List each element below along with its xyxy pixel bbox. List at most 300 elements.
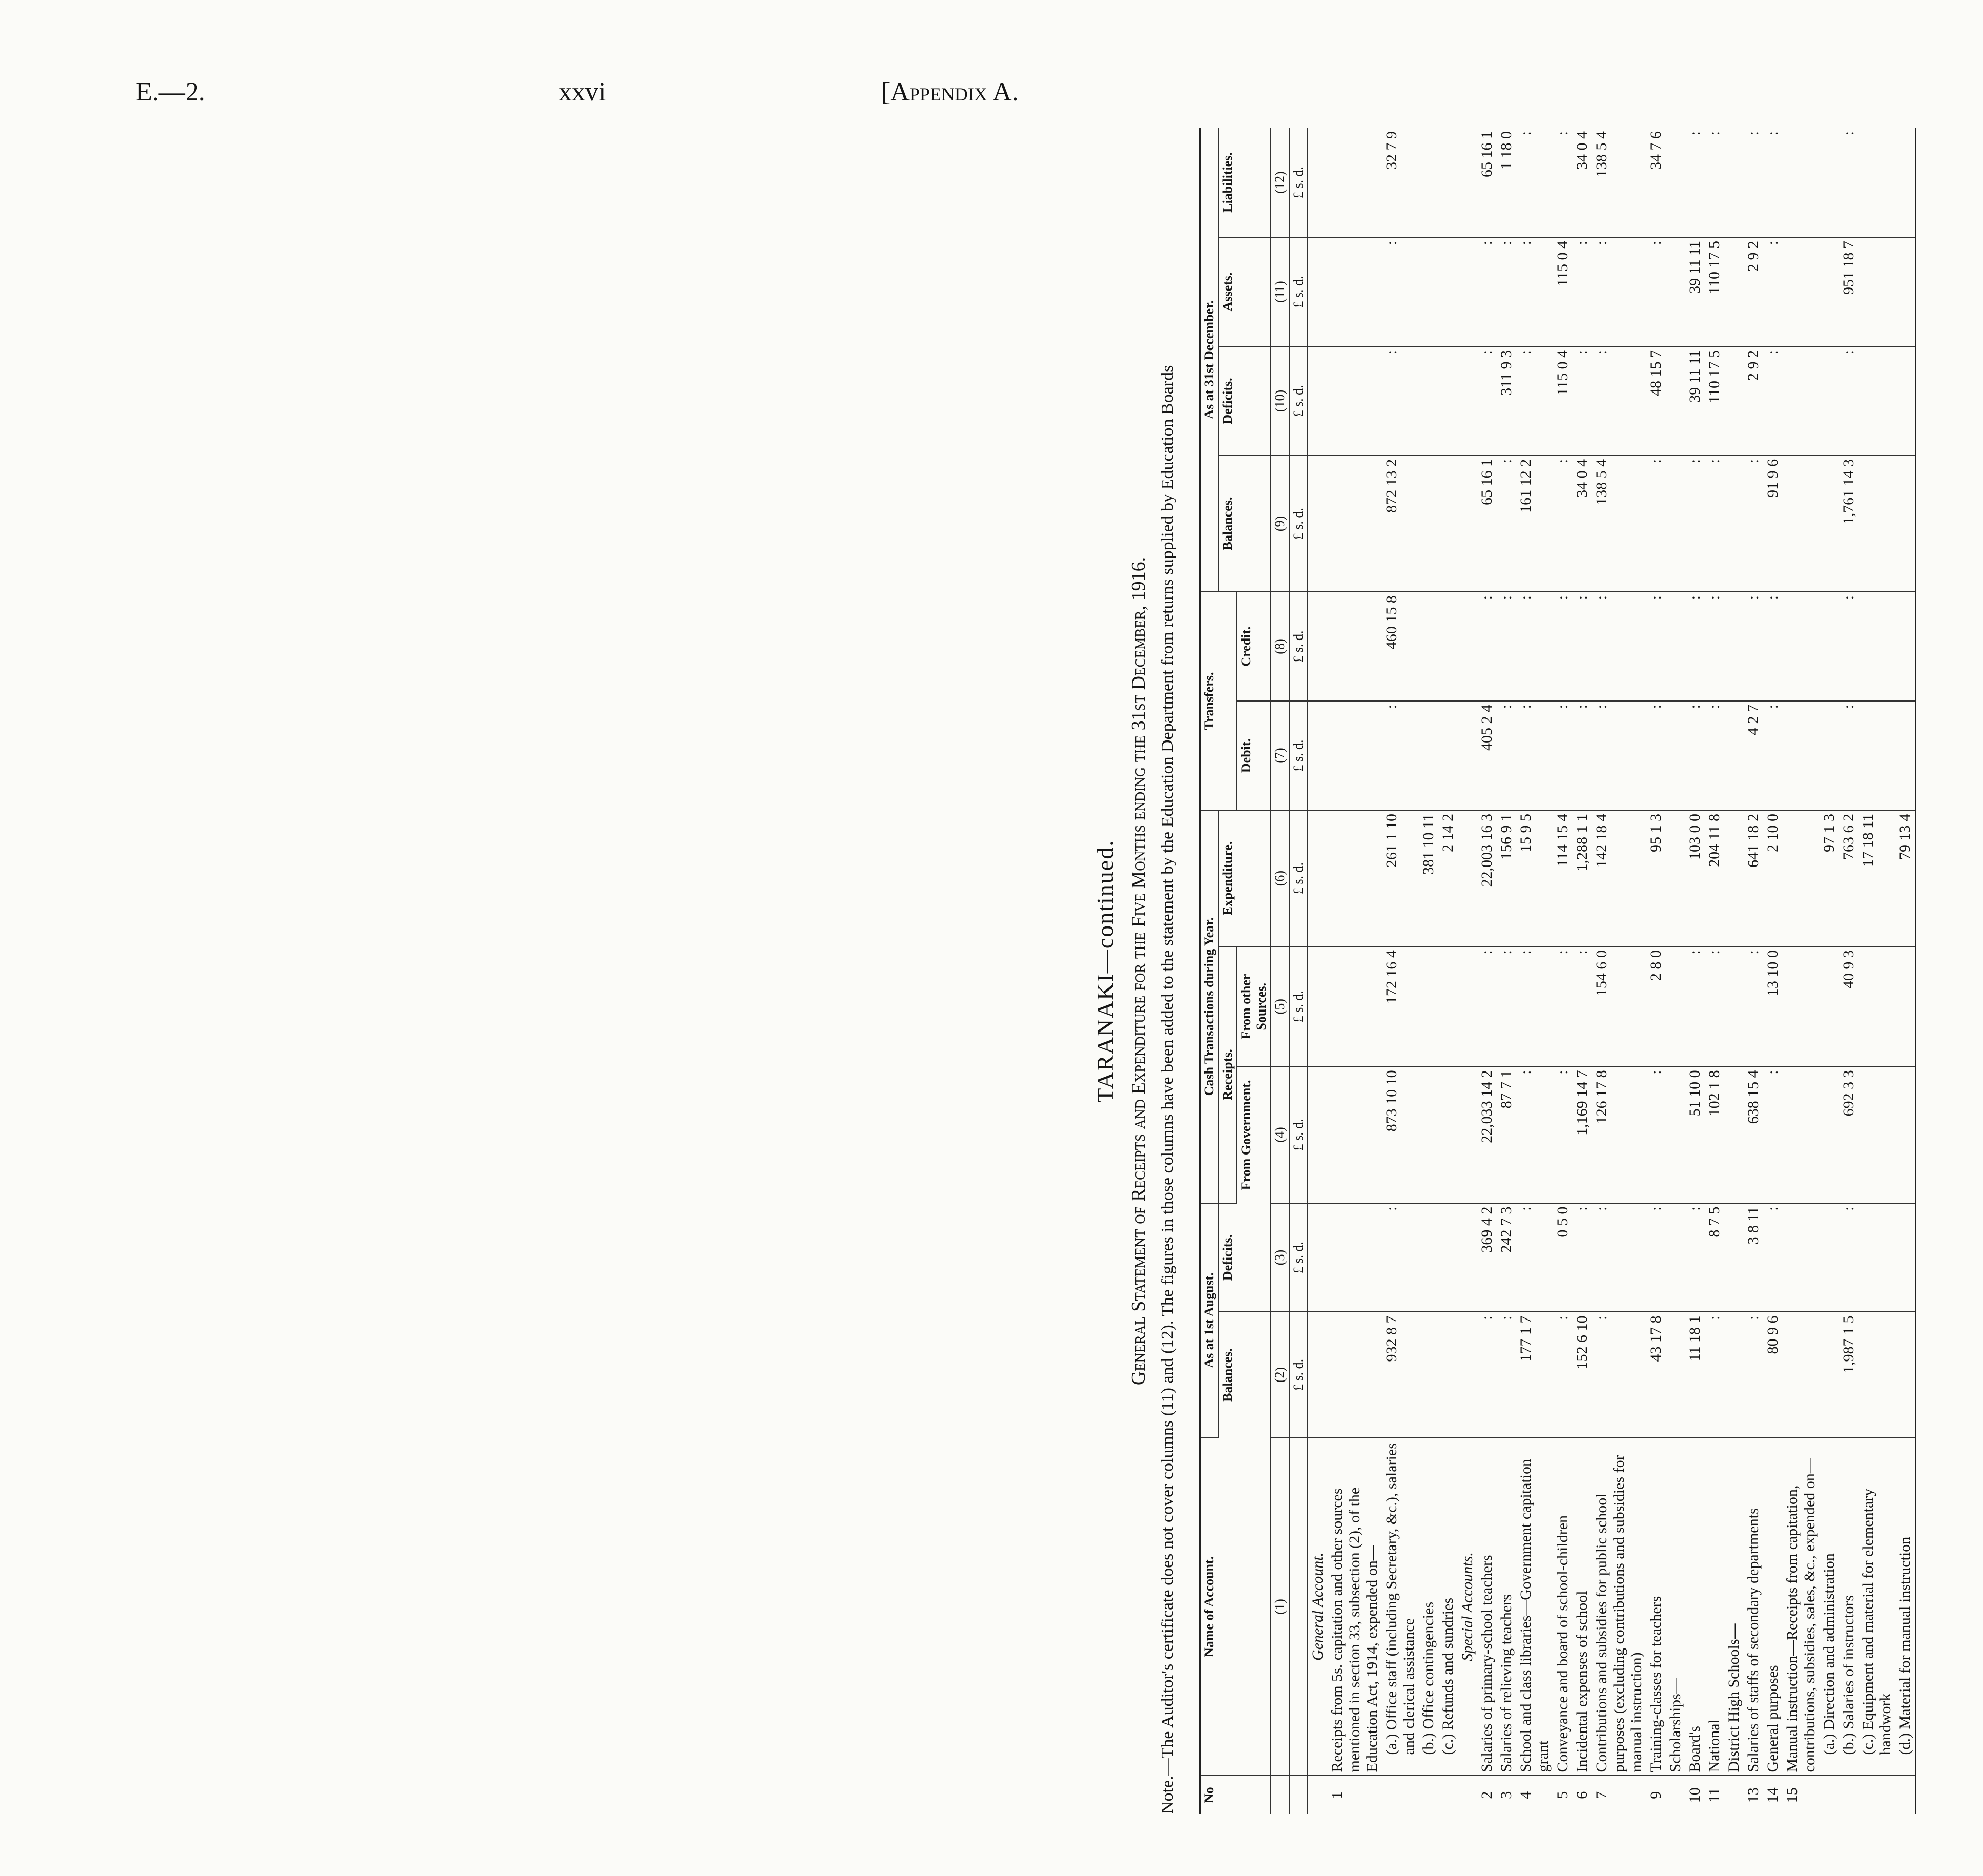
col-number: (2) <box>1271 1312 1289 1438</box>
unit-label: £ s. d. <box>1289 346 1308 456</box>
amount-cell: 951 18 7 <box>1839 237 1858 346</box>
table-row <box>1744 128 1763 1814</box>
table-row <box>1724 128 1744 1814</box>
amount-cell: 22,003 16 3 <box>1477 810 1497 946</box>
amount-cell: 2 9 2 <box>1744 237 1763 346</box>
amount-cell: : <box>1553 592 1573 701</box>
amount-cell <box>1895 1066 1916 1203</box>
amount-cell: : <box>1477 237 1497 346</box>
table-row <box>1553 128 1573 1814</box>
col-balances-dec: Balances. <box>1218 456 1271 592</box>
account-name: (c.) Refunds and sundries <box>1438 1437 1458 1776</box>
amount-cell: 932 8 7 <box>1382 1312 1419 1438</box>
amount-cell <box>1438 237 1458 346</box>
col-assets: Assets. <box>1218 237 1271 346</box>
account-rows <box>1308 128 1916 1814</box>
amount-cell: : <box>1477 346 1497 456</box>
amount-cell <box>1458 237 1477 346</box>
amount-cell: 872 13 2 <box>1382 456 1419 592</box>
row-number: 14 <box>1764 1787 1781 1803</box>
amount-cell: : <box>1573 592 1592 701</box>
amount-cell: 311 9 3 <box>1497 346 1516 456</box>
amount-cell <box>1458 810 1477 946</box>
amount-cell: 381 10 11 <box>1419 810 1438 946</box>
amount-cell: : <box>1646 1203 1666 1312</box>
row-number: 3 <box>1498 1791 1515 1799</box>
amount-cell <box>1308 1066 1328 1203</box>
col-number: (12) <box>1271 128 1289 237</box>
account-name: Salaries of primary-school teachers <box>1477 1437 1497 1776</box>
amount-cell <box>1328 346 1382 456</box>
amount-cell <box>1308 346 1328 456</box>
amount-cell: 0 5 0 <box>1553 1203 1573 1312</box>
amount-cell: 114 15 4 <box>1553 810 1573 946</box>
col-number: (4) <box>1271 1066 1289 1203</box>
amount-cell: : <box>1553 701 1573 810</box>
amount-cell <box>1895 237 1916 346</box>
account-name: (a.) Office staff (including Secretary, &c.), salaries and clerical assistance <box>1382 1437 1419 1776</box>
page-header <box>0 77 1162 123</box>
amount-cell <box>1419 128 1438 237</box>
row-number <box>1308 1776 1328 1814</box>
amount-cell <box>1895 701 1916 810</box>
group-receipts: Receipts. <box>1218 946 1237 1203</box>
amount-cell <box>1724 1203 1744 1312</box>
account-name: National <box>1705 1437 1724 1776</box>
table-row <box>1438 128 1458 1814</box>
col-name: Name of Account. <box>1200 1437 1271 1776</box>
amount-cell: 65 16 1 <box>1477 456 1497 592</box>
amount-cell <box>1820 456 1839 592</box>
amount-cell <box>1438 701 1458 810</box>
amount-cell <box>1328 1066 1382 1203</box>
amount-cell: : <box>1705 128 1724 237</box>
amount-cell <box>1783 1066 1820 1203</box>
col-liabilities: Liabilities. <box>1218 128 1271 237</box>
amount-cell: : <box>1592 1203 1646 1312</box>
amount-cell <box>1328 1203 1382 1312</box>
unit-label: £ s. d. <box>1289 810 1308 946</box>
amount-cell: : <box>1839 346 1858 456</box>
amount-cell <box>1458 1312 1477 1438</box>
table-row <box>1839 128 1858 1814</box>
amount-cell <box>1328 701 1382 810</box>
account-name: Conveyance and board of school-children <box>1553 1437 1573 1776</box>
amount-cell: : <box>1516 946 1553 1066</box>
amount-cell: 11 18 1 <box>1685 1312 1705 1438</box>
col-number: (3) <box>1271 1203 1289 1312</box>
table-row <box>1458 128 1477 1814</box>
amount-cell <box>1858 456 1895 592</box>
amount-cell: 32 7 9 <box>1382 128 1419 237</box>
amount-cell <box>1858 1066 1895 1203</box>
amount-cell <box>1858 701 1895 810</box>
amount-cell: : <box>1839 592 1858 701</box>
amount-cell <box>1438 1312 1458 1438</box>
amount-cell: : <box>1477 592 1497 701</box>
col-number: (5) <box>1271 946 1289 1066</box>
table-row <box>1419 128 1438 1814</box>
amount-cell <box>1419 1203 1438 1312</box>
row-number <box>1858 1776 1895 1814</box>
amount-cell <box>1783 810 1820 946</box>
amount-cell: : <box>1553 1066 1573 1203</box>
amount-cell <box>1666 701 1685 810</box>
amount-cell: : <box>1592 592 1646 701</box>
table-row <box>1497 128 1516 1814</box>
amount-cell: : <box>1516 1203 1553 1312</box>
amount-cell: : <box>1646 456 1666 592</box>
row-number: 5 <box>1554 1791 1571 1799</box>
row-number: 9 <box>1647 1791 1664 1799</box>
amount-cell: : <box>1516 346 1553 456</box>
amount-cell: 110 17 5 <box>1705 237 1724 346</box>
col-number: (9) <box>1271 456 1289 592</box>
amount-cell: : <box>1497 701 1516 810</box>
amount-cell: 138 5 4 <box>1592 456 1646 592</box>
amount-cell <box>1328 946 1382 1066</box>
amount-cell: : <box>1516 592 1553 701</box>
table-row <box>1820 128 1839 1814</box>
amount-cell <box>1666 810 1685 946</box>
amount-cell <box>1895 1312 1916 1438</box>
amount-cell: : <box>1573 237 1592 346</box>
amount-cell: : <box>1477 1312 1497 1438</box>
amount-cell: 369 4 2 <box>1477 1203 1497 1312</box>
amount-cell <box>1419 456 1438 592</box>
amount-cell: 95 1 3 <box>1646 810 1666 946</box>
amount-cell <box>1438 128 1458 237</box>
amount-cell <box>1438 456 1458 592</box>
amount-cell: : <box>1516 701 1553 810</box>
amount-cell: 1,987 1 5 <box>1839 1312 1858 1438</box>
amount-cell: 15 9 5 <box>1516 810 1553 946</box>
amount-cell <box>1308 946 1328 1066</box>
amount-cell: 3 8 11 <box>1744 1203 1763 1312</box>
amount-cell <box>1438 946 1458 1066</box>
amount-cell: : <box>1763 1203 1783 1312</box>
amount-cell: : <box>1573 1203 1592 1312</box>
amount-cell: 51 10 0 <box>1685 1066 1705 1203</box>
row-number <box>1438 1776 1458 1814</box>
account-name: (a.) Direction and administration <box>1820 1437 1839 1776</box>
amount-cell: : <box>1685 701 1705 810</box>
table-row <box>1573 128 1592 1814</box>
amount-cell: : <box>1382 701 1419 810</box>
account-name: General purposes <box>1763 1437 1783 1776</box>
account-name: Scholarships— <box>1666 1437 1685 1776</box>
amount-cell <box>1858 128 1895 237</box>
amount-cell <box>1419 1066 1438 1203</box>
amount-cell <box>1328 237 1382 346</box>
amount-cell: 80 9 6 <box>1763 1312 1783 1438</box>
amount-cell: 34 7 6 <box>1646 128 1666 237</box>
amount-cell: : <box>1763 1066 1783 1203</box>
amount-cell: 2 14 2 <box>1438 810 1458 946</box>
amount-cell <box>1438 346 1458 456</box>
amount-cell: : <box>1646 1066 1666 1203</box>
amount-cell: : <box>1685 1203 1705 1312</box>
amount-cell: 763 6 2 <box>1839 810 1858 946</box>
amount-cell <box>1458 592 1477 701</box>
amount-cell: : <box>1839 1203 1858 1312</box>
amount-cell: 261 1 10 <box>1382 810 1419 946</box>
amount-cell: 126 17 8 <box>1592 1066 1646 1203</box>
account-name: District High Schools— <box>1724 1437 1744 1776</box>
amount-cell: : <box>1744 456 1763 592</box>
amount-cell: 22,033 14 2 <box>1477 1066 1497 1203</box>
amount-cell: 177 1 7 <box>1516 1312 1553 1438</box>
amount-cell: : <box>1763 592 1783 701</box>
amount-cell <box>1724 701 1744 810</box>
amount-cell: : <box>1382 237 1419 346</box>
col-deficits: Deficits. <box>1218 1203 1271 1312</box>
amount-cell <box>1419 237 1438 346</box>
amount-cell: : <box>1763 237 1783 346</box>
appendix-label: [Appendix A. <box>881 77 1019 107</box>
amount-cell <box>1666 346 1685 456</box>
row-number <box>1458 1776 1477 1814</box>
account-name: General Account. <box>1308 1437 1328 1776</box>
amount-cell: 2 8 0 <box>1646 946 1666 1066</box>
amount-cell: 641 18 2 <box>1744 810 1763 946</box>
amount-cell: : <box>1685 946 1705 1066</box>
amount-cell <box>1895 128 1916 237</box>
amount-cell: : <box>1592 237 1646 346</box>
amount-cell: : <box>1497 1312 1516 1438</box>
account-name: Manual instruction—Receipts from capitation, contributions, subsidies, sales, &c., expended on— <box>1783 1437 1820 1776</box>
amount-cell: 460 15 8 <box>1382 592 1419 701</box>
table-row <box>1308 128 1328 1814</box>
amount-cell: 87 7 1 <box>1497 1066 1516 1203</box>
col-debit: Debit. <box>1237 701 1271 810</box>
amount-cell <box>1419 592 1438 701</box>
amount-cell <box>1328 592 1382 701</box>
amount-cell: 8 7 5 <box>1705 1203 1724 1312</box>
amount-cell: : <box>1839 128 1858 237</box>
amount-cell <box>1458 128 1477 237</box>
amount-cell: : <box>1516 128 1553 237</box>
amount-cell: : <box>1744 946 1763 1066</box>
amount-cell <box>1783 237 1820 346</box>
amount-cell <box>1820 1066 1839 1203</box>
amount-cell <box>1783 592 1820 701</box>
amount-cell: 142 18 4 <box>1592 810 1646 946</box>
row-number: 15 <box>1784 1787 1801 1803</box>
amount-cell: : <box>1685 128 1705 237</box>
amount-cell <box>1820 1203 1839 1312</box>
unit-label: £ s. d. <box>1289 1203 1308 1312</box>
col-number: (1) <box>1271 1437 1289 1776</box>
amount-cell <box>1783 128 1820 237</box>
col-credit: Credit. <box>1237 592 1271 701</box>
amount-cell <box>1820 346 1839 456</box>
amount-cell: : <box>1573 701 1592 810</box>
table-row <box>1646 128 1666 1814</box>
unit-label: £ s. d. <box>1289 701 1308 810</box>
amount-cell: 115 0 4 <box>1553 346 1573 456</box>
amount-cell: : <box>1763 128 1783 237</box>
row-number: 10 <box>1686 1787 1703 1803</box>
unit-label: £ s. d. <box>1289 128 1308 237</box>
account-name: Special Accounts. <box>1458 1437 1477 1776</box>
col-from-government: From Government. <box>1237 1066 1271 1203</box>
amount-cell: : <box>1497 237 1516 346</box>
row-number: 7 <box>1593 1791 1610 1799</box>
amount-cell <box>1895 346 1916 456</box>
table-row <box>1705 128 1724 1814</box>
amount-cell: 2 9 2 <box>1744 346 1763 456</box>
amount-cell <box>1858 237 1895 346</box>
amount-cell: : <box>1477 946 1497 1066</box>
amount-cell: 13 10 0 <box>1763 946 1783 1066</box>
account-name: Salaries of staffs of secondary departments <box>1744 1437 1763 1776</box>
amount-cell: : <box>1763 346 1783 456</box>
amount-cell: : <box>1705 456 1724 592</box>
amount-cell <box>1308 456 1328 592</box>
amount-cell <box>1724 1312 1744 1438</box>
amount-cell: 34 0 4 <box>1573 128 1592 237</box>
group-1st-august: As at 1st August. <box>1200 1203 1219 1438</box>
amount-cell: : <box>1553 946 1573 1066</box>
amount-cell: : <box>1646 592 1666 701</box>
amount-cell: : <box>1744 1312 1763 1438</box>
amount-cell <box>1858 1312 1895 1438</box>
amount-cell: 91 9 6 <box>1763 456 1783 592</box>
amount-cell: : <box>1744 592 1763 701</box>
row-number <box>1419 1776 1438 1814</box>
row-number <box>1666 1776 1685 1814</box>
amount-cell <box>1438 592 1458 701</box>
unit-label: £ s. d. <box>1289 237 1308 346</box>
amount-cell <box>1895 946 1916 1066</box>
amount-cell: : <box>1705 701 1724 810</box>
table-row <box>1685 128 1705 1814</box>
amount-cell: : <box>1497 592 1516 701</box>
amount-cell <box>1820 128 1839 237</box>
amount-cell: : <box>1744 128 1763 237</box>
account-name: (d.) Material for manual instruction <box>1895 1437 1916 1776</box>
amount-cell <box>1666 946 1685 1066</box>
amount-cell: 1,169 14 7 <box>1573 1066 1592 1203</box>
amount-cell <box>1895 1203 1916 1312</box>
amount-cell <box>1328 456 1382 592</box>
group-transfers: Transfers. <box>1200 592 1237 810</box>
amount-cell <box>1783 456 1820 592</box>
unit-label: £ s. d. <box>1289 1066 1308 1203</box>
col-number: (7) <box>1271 701 1289 810</box>
amount-cell <box>1724 1066 1744 1203</box>
amount-cell: 1 18 0 <box>1497 128 1516 237</box>
amount-cell <box>1458 456 1477 592</box>
row-number: 2 <box>1478 1791 1495 1799</box>
amount-cell <box>1419 346 1438 456</box>
amount-cell <box>1724 946 1744 1066</box>
amount-cell: 40 9 3 <box>1839 946 1858 1066</box>
amount-cell <box>1328 1312 1382 1438</box>
amount-cell <box>1783 1203 1820 1312</box>
account-name: (b.) Salaries of instructors <box>1839 1437 1858 1776</box>
amount-cell: 638 15 4 <box>1744 1066 1763 1203</box>
account-name: Salaries of relieving teachers <box>1497 1437 1516 1776</box>
amount-cell: 34 0 4 <box>1573 456 1592 592</box>
page-number: xxvi <box>559 77 606 107</box>
amount-cell: 138 5 4 <box>1592 128 1646 237</box>
amount-cell: : <box>1573 346 1592 456</box>
amount-cell: : <box>1573 946 1592 1066</box>
amount-cell: 154 6 0 <box>1592 946 1646 1066</box>
amount-cell <box>1328 128 1382 237</box>
statement-subtitle: General Statement of Receipts and Expenditure for the Five Months ending the 31st December, 1916. <box>1128 556 1149 1386</box>
unit-label: £ s. d. <box>1289 592 1308 701</box>
amount-cell: : <box>1382 1203 1419 1312</box>
amount-cell: 48 15 7 <box>1646 346 1666 456</box>
table-row <box>1592 128 1646 1814</box>
amount-cell: 204 11 8 <box>1705 810 1724 946</box>
amount-cell <box>1666 237 1685 346</box>
amount-cell: : <box>1763 701 1783 810</box>
table-row <box>1382 128 1419 1814</box>
amount-cell <box>1724 128 1744 237</box>
amount-cell: : <box>1382 346 1419 456</box>
table-row <box>1328 128 1382 1814</box>
account-name: Receipts from 5s. capitation and other sources mentioned in section 33, subsection (2), of the Education Act, 1914, expended on— <box>1328 1437 1382 1776</box>
amount-cell: 102 1 8 <box>1705 1066 1724 1203</box>
amount-cell <box>1328 810 1382 946</box>
amount-cell <box>1858 1203 1895 1312</box>
amount-cell <box>1820 592 1839 701</box>
amount-cell: 161 12 2 <box>1516 456 1553 592</box>
amount-cell: : <box>1516 237 1553 346</box>
col-number: (8) <box>1271 592 1289 701</box>
col-no: No <box>1200 1776 1271 1814</box>
amount-cell: 405 2 4 <box>1477 701 1497 810</box>
group-cash-transactions: Cash Transactions during Year. <box>1200 810 1219 1203</box>
amount-cell <box>1724 346 1744 456</box>
amount-cell: 873 10 10 <box>1382 1066 1419 1203</box>
statement-title: TARANAKI—continued. <box>1092 839 1118 1103</box>
account-name: Contributions and subsidies for public school purposes (excluding contributions and subsidies for manual instruction) <box>1592 1437 1646 1776</box>
group-31st-december: As at 31st December. <box>1200 128 1219 592</box>
table-row <box>1477 128 1497 1814</box>
row-number: 4 <box>1517 1791 1534 1799</box>
row-number <box>1895 1776 1916 1814</box>
auditor-note: Note.—The Auditor's certificate does not cover columns (11) and (12). The figures in those columns have been added to the statement by the Education Department from returns supplied by Education Boards <box>1158 365 1177 1814</box>
amount-cell: : <box>1646 701 1666 810</box>
amount-cell <box>1820 237 1839 346</box>
amount-cell <box>1308 592 1328 701</box>
amount-cell: : <box>1646 237 1666 346</box>
amount-cell: : <box>1553 1312 1573 1438</box>
unit-label: £ s. d. <box>1289 946 1308 1066</box>
col-balances: Balances. <box>1218 1312 1271 1438</box>
amount-cell <box>1308 1203 1328 1312</box>
amount-cell <box>1724 810 1744 946</box>
table-row <box>1858 128 1895 1814</box>
table-row <box>1763 128 1783 1814</box>
amount-cell: 115 0 4 <box>1553 237 1573 346</box>
account-name: Training-classes for teachers <box>1646 1437 1666 1776</box>
amount-cell <box>1858 346 1895 456</box>
account-name: (c.) Equipment and material for elementary handwork <box>1858 1437 1895 1776</box>
amount-cell <box>1666 1203 1685 1312</box>
account-name: Incidental expenses of school <box>1573 1437 1592 1776</box>
amount-cell <box>1458 346 1477 456</box>
amount-cell: 43 17 8 <box>1646 1312 1666 1438</box>
amount-cell <box>1419 701 1438 810</box>
amount-cell: 172 16 4 <box>1382 946 1419 1066</box>
amount-cell: 1,761 14 3 <box>1839 456 1858 592</box>
